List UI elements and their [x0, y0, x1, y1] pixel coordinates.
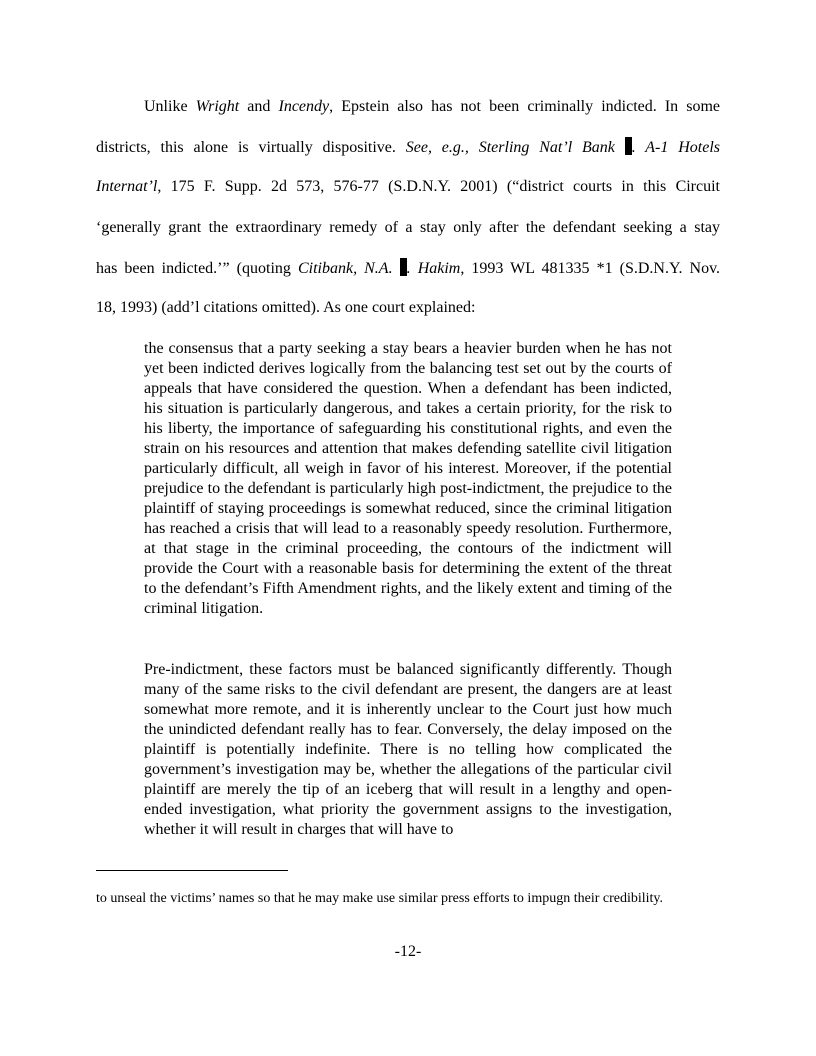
line1-lead: Unlike [144, 98, 196, 115]
line6-text: 18, 1993) (add’l citations omitted). As one court explained: [96, 299, 476, 316]
case-incendy: Incendy [278, 98, 330, 115]
body-line-3 [96, 177, 720, 197]
case-wright: Wright [195, 98, 240, 115]
citation-hakim: . Hakim [406, 260, 461, 277]
redaction-mark [400, 258, 407, 276]
redaction-mark [625, 137, 632, 155]
line1-rest: , Epstein also has not been criminally indicted. In some [329, 98, 721, 115]
line1-and: and [239, 98, 279, 115]
body-line-2 [96, 137, 720, 157]
footnote-text: to unseal the victims’ names so that he may make use similar press efforts to impugn their credibility. [96, 891, 663, 906]
block-quote-paragraph-2: Pre-indictment, these factors must be balanced significantly differently. Though many of the same risks to the civil defendant are present, the dangers are at least somewhat more remote, and it is inherently unclear to the Court just how much the unindicted defendant really has to fear. Conversely, the delay imposed on the plaintiff is potentially indefinite. There is no telling how complicated the government’s investigation may be, whether the allegations of the particular civil plaintiff are merely the tip of an iceberg that will result in a lengthy and open-ended investigation, what priority the government assigns to the investigation, whether it will result in charges that will have to [144, 661, 672, 838]
line4-text: ‘generally grant the extraordinary remedy of a stay only after the defendant seeking a stay [96, 219, 720, 236]
line5-rest: , 1993 WL 481335 *1 (S.D.N.Y. Nov. [460, 260, 721, 277]
body-line-1 [96, 97, 720, 117]
body-line-4 [96, 218, 720, 238]
block-quote-paragraph-1: the consensus that a party seeking a stay bears a heavier burden when he has not yet been indicted derives logically from the balancing test set out by the courts of appeals that have considered the question. When a defendant has been indicted, his situation is particularly dangerous, and takes a certain priority, for the risk to his liberty, the importance of safeguarding his constitutional rights, and even the strain on his resources and attention that makes defending satellite civil litigation particularly difficult, all weigh in favor of his interest. Moreover, if the potential prejudice to the defendant is particularly high post-indictment, the prejudice to the plaintiff of staying proceedings is somewhat reduced, since the criminal litigation has reached a crisis that will lead to a reasonably speedy resolution. Furthermore, at that stage in the criminal proceeding, the contours of the indictment will provide the Court with a reasonable basis for determining the extent of the threat to the defendant’s Fifth Amendment rights, and the likely extent and timing of the criminal litigation. [144, 340, 672, 617]
line2-text: districts, this alone is virtually dispositive. [96, 139, 406, 156]
line5-text: has been indicted.’” (quoting [96, 260, 298, 277]
body-line-6 [96, 298, 720, 318]
citation-sterling: See, e.g., Sterling Nat’l Bank [405, 139, 615, 156]
citation-citibank: Citibank, N.A. [297, 260, 393, 277]
page-number: -12- [394, 943, 422, 960]
line3-text: , 175 F. Supp. 2d 573, 576-77 (S.D.N.Y. 2001) (“district courts in this Circuit [157, 178, 720, 195]
citation-internatl: Internat’l [96, 178, 158, 195]
body-line-5 [96, 258, 720, 278]
citation-a1-hotels: . A-1 Hotels [631, 139, 720, 156]
footnote-divider [96, 870, 288, 871]
